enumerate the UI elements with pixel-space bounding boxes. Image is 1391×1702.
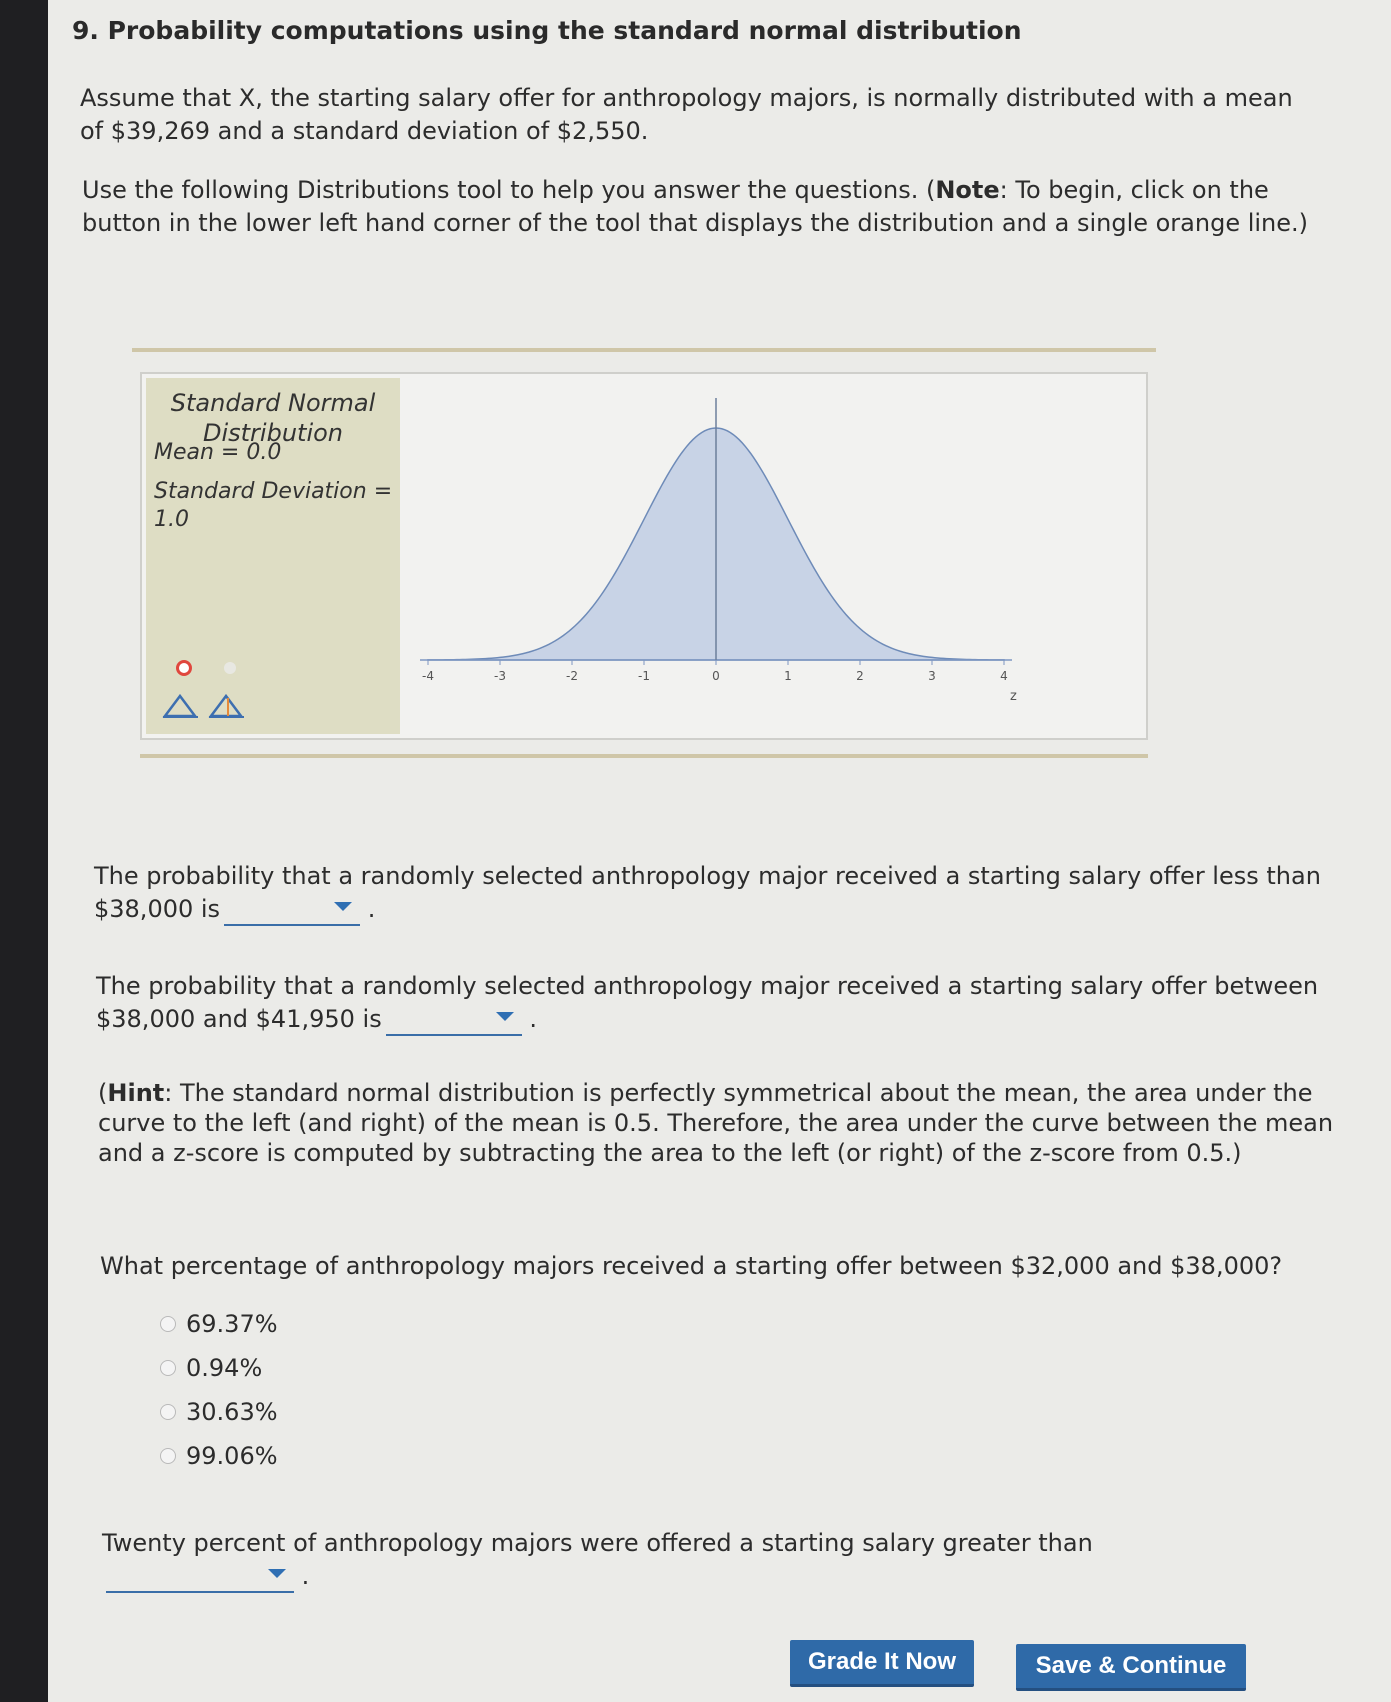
- x-tick-label: 0: [712, 669, 720, 683]
- answer-4-dropdown[interactable]: [106, 1561, 294, 1593]
- question-1: [94, 860, 1364, 926]
- chevron-down-icon: [334, 902, 352, 911]
- x-tick-label: 1: [784, 669, 792, 683]
- x-tick-label: -2: [566, 669, 578, 683]
- answer-1-dropdown[interactable]: [224, 894, 360, 926]
- option-radio[interactable]: [160, 1316, 176, 1332]
- x-tick-label: 4: [1000, 669, 1008, 683]
- question-title: 9. Probability computations using the standard normal distribution: [72, 16, 1022, 45]
- hint-paragraph: [98, 1078, 1338, 1168]
- instructions-paragraph: [82, 174, 1342, 240]
- question-page: [48, 0, 1391, 1702]
- tool-info-panel: [146, 378, 400, 734]
- option-3[interactable]: [160, 1390, 278, 1434]
- option-label: 99.06%: [186, 1442, 278, 1470]
- x-tick-label: -4: [422, 669, 434, 683]
- two-line-distribution-icon: [208, 690, 246, 720]
- chevron-down-icon: [268, 1569, 286, 1578]
- distribution-title: Standard Normal Distribution: [170, 389, 376, 447]
- tool-top-divider: [132, 348, 1156, 352]
- single-line-distribution-icon: [162, 690, 200, 720]
- question-1-period: .: [367, 895, 376, 923]
- x-tick-label: 2: [856, 669, 864, 683]
- option-label: 0.94%: [186, 1354, 263, 1382]
- single-line-distribution-button[interactable]: [162, 690, 200, 720]
- question-2: [96, 970, 1366, 1036]
- two-line-distribution-button[interactable]: [208, 690, 246, 720]
- grade-it-now-button[interactable]: Grade It Now: [790, 1640, 974, 1687]
- question-1-text: The probability that a randomly selected anthropology major received a starting salary offer less than $38,000 is: [94, 862, 1321, 923]
- normal-curve-chart[interactable]: [404, 378, 1142, 734]
- answer-3-options: [160, 1302, 278, 1478]
- question-4: [102, 1527, 1102, 1593]
- mean-label: Mean = 0.0: [154, 440, 282, 465]
- orange-line-radio[interactable]: [176, 660, 192, 676]
- question-2-period: .: [529, 1005, 537, 1033]
- question-3: What percentage of anthropology majors received a starting offer between $32,000 and $38,000?: [100, 1252, 1283, 1280]
- question-4-period: .: [301, 1562, 310, 1590]
- instructions-lead: Use the following Distributions tool to help you answer the questions. (: [82, 176, 936, 204]
- screen-bezel: [0, 0, 48, 1702]
- plot-area: [420, 398, 1012, 660]
- question-4-text: Twenty percent of anthropology majors were offered a starting salary greater than: [102, 1529, 1093, 1557]
- x-tick-label: -3: [494, 669, 506, 683]
- question-2-text: The probability that a randomly selected anthropology major received a starting salary offer between $38,000 and $41,950 is: [96, 972, 1319, 1033]
- x-axis-label: z: [1010, 689, 1017, 704]
- option-radio[interactable]: [160, 1404, 176, 1420]
- x-axis-ticks: [422, 660, 1008, 683]
- hint-lead: (: [98, 1079, 108, 1107]
- std-dev-label: Standard Deviation = 1.0: [154, 479, 393, 532]
- save-and-continue-button[interactable]: Save & Continue: [1016, 1644, 1246, 1691]
- hint-label: Hint: [107, 1079, 165, 1107]
- second-line-radio[interactable]: [224, 662, 236, 674]
- distributions-tool: [140, 372, 1148, 740]
- x-tick-label: -1: [638, 669, 650, 683]
- option-4[interactable]: [160, 1434, 278, 1478]
- x-tick-label: 3: [928, 669, 936, 683]
- assume-paragraph: Assume that X, the starting salary offer for anthropology majors, is normally distributed with a mean of $39,269 and a standard deviation of $2,550.: [80, 84, 1293, 145]
- option-label: 69.37%: [186, 1310, 278, 1338]
- option-radio[interactable]: [160, 1448, 176, 1464]
- hint-text: : The standard normal distribution is perfectly symmetrical about the mean, the area under the curve to the left (and right) of the mean is 0.5. Therefore, the area under the curve between the mean and a z-score is computed by subtracting the area to the left (or right) of the z-score from 0.5.): [98, 1079, 1334, 1167]
- chevron-down-icon: [496, 1012, 514, 1021]
- option-radio[interactable]: [160, 1360, 176, 1376]
- tool-bottom-divider: [140, 754, 1148, 758]
- option-label: 30.63%: [186, 1398, 278, 1426]
- option-1[interactable]: [160, 1302, 278, 1346]
- instructions-rest: : To begin, click on the button in the lower left hand corner of the tool that displays the distribution and a single orange line.): [82, 176, 1309, 237]
- option-2[interactable]: [160, 1346, 278, 1390]
- note-label: Note: [935, 176, 1000, 204]
- answer-2-dropdown[interactable]: [386, 1004, 522, 1036]
